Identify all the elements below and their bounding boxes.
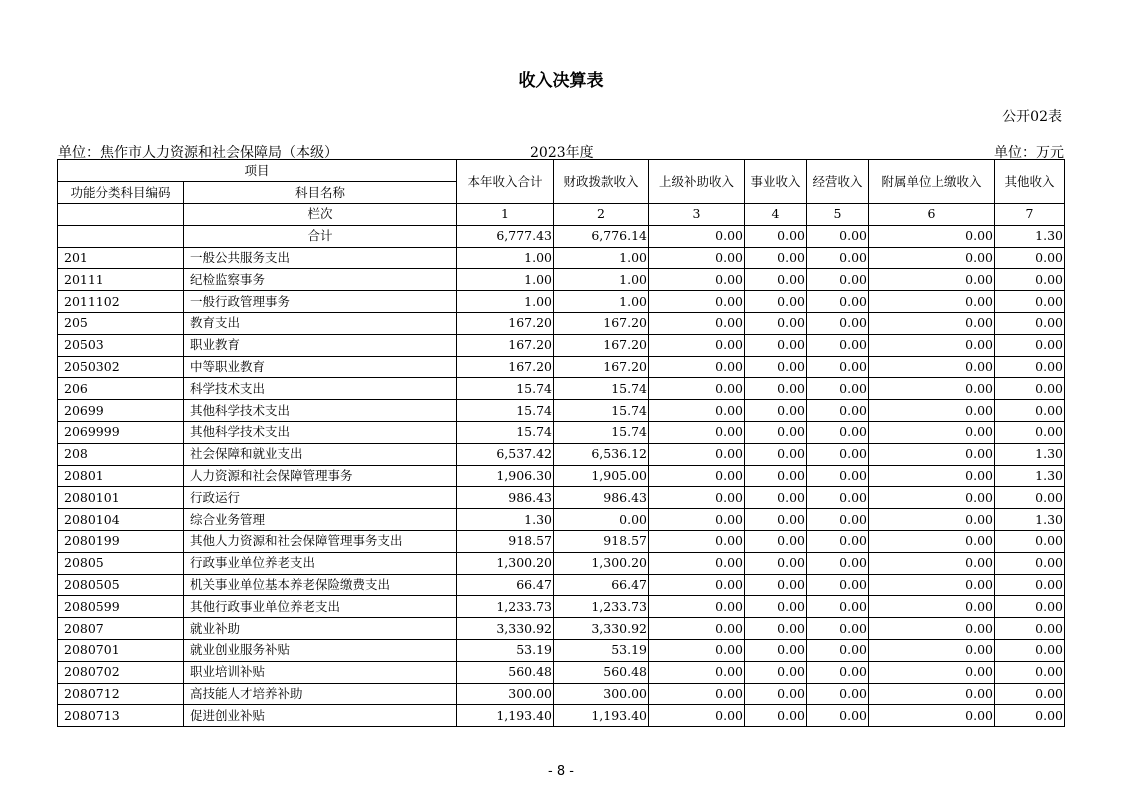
- row-code: 20503: [58, 334, 184, 356]
- row-name: 综合业务管理: [184, 509, 457, 531]
- report-year: 2023年度: [530, 145, 594, 161]
- row-value: 0.00: [869, 552, 995, 574]
- form-number: 公开02表: [1002, 109, 1062, 125]
- row-code: 20807: [58, 618, 184, 640]
- row-value: 300.00: [457, 683, 554, 705]
- row-value: 0.00: [807, 552, 869, 574]
- table-row: [58, 639, 1065, 661]
- lanci-num: 3: [649, 204, 745, 226]
- name-header: 科目名称: [184, 182, 457, 204]
- row-value: 0.00: [995, 618, 1065, 640]
- row-value: 1,193.40: [554, 705, 649, 727]
- lanci-num: 7: [995, 204, 1065, 226]
- table-row: [58, 378, 1065, 400]
- row-name: 高技能人才培养补助: [184, 683, 457, 705]
- row-value: 167.20: [554, 356, 649, 378]
- row-value: 560.48: [457, 661, 554, 683]
- row-value: 0.00: [807, 574, 869, 596]
- table-row: [58, 421, 1065, 443]
- row-value: 0.00: [995, 421, 1065, 443]
- row-code: 2080701: [58, 639, 184, 661]
- row-value: 0.00: [807, 618, 869, 640]
- row-value: 300.00: [554, 683, 649, 705]
- row-value: 0.00: [649, 530, 745, 552]
- row-value: 15.74: [554, 421, 649, 443]
- table-row: [58, 465, 1065, 487]
- empty-cell: [58, 204, 184, 226]
- row-value: 0.00: [995, 247, 1065, 269]
- row-value: 0.00: [869, 487, 995, 509]
- table-row: [58, 509, 1065, 531]
- row-value: 0.00: [995, 269, 1065, 291]
- table-row: [58, 552, 1065, 574]
- row-value: 0.00: [745, 247, 807, 269]
- row-name: 中等职业教育: [184, 356, 457, 378]
- row-value: 0.00: [649, 269, 745, 291]
- row-value: 0.00: [995, 312, 1065, 334]
- row-value: 0.00: [869, 400, 995, 422]
- row-value: 0.00: [745, 509, 807, 531]
- row-value: 0.00: [649, 574, 745, 596]
- row-value: 0.00: [649, 421, 745, 443]
- table-row: [58, 356, 1065, 378]
- row-value: 0.00: [869, 312, 995, 334]
- col-header: 财政拨款收入: [554, 160, 649, 204]
- row-value: 0.00: [649, 400, 745, 422]
- total-value: 1.30: [995, 225, 1065, 247]
- row-value: 0.00: [995, 378, 1065, 400]
- currency-unit: 单位：万元: [994, 145, 1064, 161]
- row-value: 1,300.20: [457, 552, 554, 574]
- row-value: 53.19: [457, 639, 554, 661]
- row-value: 0.00: [869, 356, 995, 378]
- row-value: 0.00: [745, 269, 807, 291]
- table-row: [58, 443, 1065, 465]
- col-header: 其他收入: [995, 160, 1065, 204]
- row-code: 2011102: [58, 291, 184, 313]
- row-name: 职业培训补贴: [184, 661, 457, 683]
- row-value: 0.00: [745, 443, 807, 465]
- row-name: 其他科学技术支出: [184, 421, 457, 443]
- row-value: 0.00: [807, 312, 869, 334]
- meta-line: [58, 142, 1064, 160]
- row-value: 3,330.92: [457, 618, 554, 640]
- row-value: 167.20: [457, 334, 554, 356]
- table-row: [58, 530, 1065, 552]
- row-value: 0.00: [807, 639, 869, 661]
- row-value: 0.00: [995, 400, 1065, 422]
- row-value: 1,905.00: [554, 465, 649, 487]
- row-name: 一般行政管理事务: [184, 291, 457, 313]
- total-label: 合计: [184, 225, 457, 247]
- row-value: 1.00: [457, 269, 554, 291]
- row-value: 1.00: [457, 291, 554, 313]
- row-value: 167.20: [457, 356, 554, 378]
- row-value: 0.00: [745, 465, 807, 487]
- row-value: 0.00: [995, 530, 1065, 552]
- row-value: 0.00: [807, 661, 869, 683]
- row-value: 0.00: [869, 443, 995, 465]
- col-header: 经营收入: [807, 160, 869, 204]
- row-value: 6,536.12: [554, 443, 649, 465]
- row-value: 0.00: [995, 356, 1065, 378]
- lanci-num: 2: [554, 204, 649, 226]
- row-value: 0.00: [995, 487, 1065, 509]
- row-value: 0.00: [745, 552, 807, 574]
- row-value: 0.00: [649, 639, 745, 661]
- row-value: 986.43: [554, 487, 649, 509]
- row-value: 0.00: [807, 443, 869, 465]
- row-value: 1.30: [995, 509, 1065, 531]
- row-value: 0.00: [869, 421, 995, 443]
- row-name: 行政运行: [184, 487, 457, 509]
- row-value: 53.19: [554, 639, 649, 661]
- row-value: 0.00: [745, 400, 807, 422]
- row-value: 0.00: [995, 639, 1065, 661]
- row-code: 2080702: [58, 661, 184, 683]
- table-row: [58, 574, 1065, 596]
- row-value: 0.00: [869, 705, 995, 727]
- row-code: 2080199: [58, 530, 184, 552]
- row-value: 0.00: [649, 683, 745, 705]
- row-code: 2080505: [58, 574, 184, 596]
- row-value: 0.00: [869, 574, 995, 596]
- row-value: 1.00: [554, 291, 649, 313]
- row-value: 0.00: [995, 661, 1065, 683]
- row-value: 0.00: [649, 552, 745, 574]
- total-value: 0.00: [649, 225, 745, 247]
- table-row: [58, 683, 1065, 705]
- row-value: 0.00: [807, 269, 869, 291]
- total-value: 6,776.14: [554, 225, 649, 247]
- row-value: 0.00: [869, 661, 995, 683]
- row-value: 0.00: [807, 465, 869, 487]
- row-name: 一般公共服务支出: [184, 247, 457, 269]
- row-value: 0.00: [807, 683, 869, 705]
- row-value: 0.00: [649, 378, 745, 400]
- row-value: 0.00: [649, 291, 745, 313]
- table-row: [58, 618, 1065, 640]
- lanci-label: 栏次: [184, 204, 457, 226]
- row-value: 0.00: [869, 334, 995, 356]
- row-name: 其他科学技术支出: [184, 400, 457, 422]
- row-value: 0.00: [745, 705, 807, 727]
- row-code: 2080101: [58, 487, 184, 509]
- row-value: 0.00: [745, 683, 807, 705]
- row-value: 0.00: [869, 530, 995, 552]
- total-value: 0.00: [869, 225, 995, 247]
- empty-cell: [58, 225, 184, 247]
- row-code: 208: [58, 443, 184, 465]
- row-value: 0.00: [745, 356, 807, 378]
- row-value: 15.74: [457, 421, 554, 443]
- row-value: 0.00: [995, 683, 1065, 705]
- row-value: 0.00: [649, 312, 745, 334]
- item-header: 项目: [58, 160, 457, 182]
- row-value: 0.00: [745, 312, 807, 334]
- table-row: [58, 487, 1065, 509]
- row-value: 0.00: [995, 291, 1065, 313]
- table-row: [58, 291, 1065, 313]
- row-value: 0.00: [869, 618, 995, 640]
- row-value: 1,233.73: [457, 596, 554, 618]
- row-value: 167.20: [554, 312, 649, 334]
- row-value: 0.00: [745, 574, 807, 596]
- col-header: 附属单位上缴收入: [869, 160, 995, 204]
- row-name: 职业教育: [184, 334, 457, 356]
- lanci-num: 1: [457, 204, 554, 226]
- row-value: 918.57: [554, 530, 649, 552]
- row-value: 0.00: [807, 247, 869, 269]
- row-value: 0.00: [745, 596, 807, 618]
- row-value: 0.00: [869, 509, 995, 531]
- row-value: 0.00: [807, 421, 869, 443]
- row-value: 0.00: [649, 247, 745, 269]
- row-value: 66.47: [554, 574, 649, 596]
- table-row: [58, 269, 1065, 291]
- org-name: 单位：焦作市人力资源和社会保障局（本级）: [58, 145, 338, 161]
- row-value: 1.00: [554, 269, 649, 291]
- total-row: [58, 225, 1065, 247]
- row-code: 20111: [58, 269, 184, 291]
- row-value: 1,906.30: [457, 465, 554, 487]
- row-value: 0.00: [649, 596, 745, 618]
- row-value: 1,193.40: [457, 705, 554, 727]
- code-header: 功能分类科目编码: [58, 182, 184, 204]
- row-value: 0.00: [807, 334, 869, 356]
- row-value: 0.00: [649, 705, 745, 727]
- row-name: 就业创业服务补贴: [184, 639, 457, 661]
- row-value: 0.00: [649, 661, 745, 683]
- row-code: 20699: [58, 400, 184, 422]
- row-code: 2050302: [58, 356, 184, 378]
- row-code: 20805: [58, 552, 184, 574]
- table-row: [58, 596, 1065, 618]
- row-value: 0.00: [649, 487, 745, 509]
- row-name: 纪检监察事务: [184, 269, 457, 291]
- lanci-num: 4: [745, 204, 807, 226]
- row-value: 0.00: [649, 443, 745, 465]
- row-code: 201: [58, 247, 184, 269]
- row-value: 560.48: [554, 661, 649, 683]
- row-value: 0.00: [995, 334, 1065, 356]
- total-value: 6,777.43: [457, 225, 554, 247]
- row-value: 1.30: [457, 509, 554, 531]
- total-value: 0.00: [807, 225, 869, 247]
- table-row: [58, 334, 1065, 356]
- row-value: 0.00: [995, 596, 1065, 618]
- row-code: 20801: [58, 465, 184, 487]
- row-name: 促进创业补贴: [184, 705, 457, 727]
- page-title: 收入决算表: [518, 71, 604, 91]
- row-value: 0.00: [807, 596, 869, 618]
- row-value: 0.00: [995, 574, 1065, 596]
- row-code: 2080104: [58, 509, 184, 531]
- row-name: 机关事业单位基本养老保险缴费支出: [184, 574, 457, 596]
- col-header: 上级补助收入: [649, 160, 745, 204]
- row-value: 167.20: [457, 312, 554, 334]
- row-value: 1,300.20: [554, 552, 649, 574]
- total-value: 0.00: [745, 225, 807, 247]
- table-row: [58, 247, 1065, 269]
- row-value: 0.00: [745, 530, 807, 552]
- table-row: [58, 661, 1065, 683]
- row-code: 2080599: [58, 596, 184, 618]
- row-code: 205: [58, 312, 184, 334]
- row-value: 0.00: [649, 509, 745, 531]
- row-code: 206: [58, 378, 184, 400]
- col-header: 事业收入: [745, 160, 807, 204]
- row-value: 0.00: [745, 334, 807, 356]
- row-name: 社会保障和就业支出: [184, 443, 457, 465]
- row-value: 15.74: [554, 400, 649, 422]
- row-value: 0.00: [745, 421, 807, 443]
- row-value: 0.00: [869, 247, 995, 269]
- row-value: 0.00: [745, 291, 807, 313]
- table-row: [58, 400, 1065, 422]
- row-value: 0.00: [869, 596, 995, 618]
- row-name: 人力资源和社会保障管理事务: [184, 465, 457, 487]
- row-value: 0.00: [807, 356, 869, 378]
- row-value: 0.00: [869, 269, 995, 291]
- row-value: 0.00: [995, 705, 1065, 727]
- table-row: [58, 312, 1065, 334]
- row-value: 0.00: [649, 465, 745, 487]
- income-table: [57, 159, 1065, 727]
- row-value: 6,537.42: [457, 443, 554, 465]
- row-value: 0.00: [745, 487, 807, 509]
- row-value: 0.00: [745, 618, 807, 640]
- row-code: 2080712: [58, 683, 184, 705]
- row-value: 0.00: [807, 530, 869, 552]
- lanci-row: [58, 204, 1065, 226]
- row-value: 0.00: [649, 356, 745, 378]
- row-value: 986.43: [457, 487, 554, 509]
- row-value: 1.30: [995, 443, 1065, 465]
- row-value: 0.00: [807, 509, 869, 531]
- row-value: 0.00: [807, 487, 869, 509]
- row-value: 1.30: [995, 465, 1065, 487]
- col-header: 本年收入合计: [457, 160, 554, 204]
- lanci-num: 6: [869, 204, 995, 226]
- row-value: 918.57: [457, 530, 554, 552]
- row-name: 其他行政事业单位养老支出: [184, 596, 457, 618]
- row-name: 教育支出: [184, 312, 457, 334]
- row-value: 0.00: [807, 400, 869, 422]
- row-value: 0.00: [869, 378, 995, 400]
- row-name: 其他人力资源和社会保障管理事务支出: [184, 530, 457, 552]
- row-value: 15.74: [554, 378, 649, 400]
- row-value: 15.74: [457, 378, 554, 400]
- table-row: [58, 705, 1065, 727]
- row-value: 0.00: [807, 291, 869, 313]
- row-name: 行政事业单位养老支出: [184, 552, 457, 574]
- row-value: 1.00: [457, 247, 554, 269]
- row-name: 科学技术支出: [184, 378, 457, 400]
- row-value: 0.00: [554, 509, 649, 531]
- row-value: 0.00: [869, 683, 995, 705]
- row-value: 3,330.92: [554, 618, 649, 640]
- row-value: 0.00: [869, 639, 995, 661]
- row-value: 0.00: [807, 705, 869, 727]
- row-value: 1.00: [554, 247, 649, 269]
- row-value: 0.00: [649, 618, 745, 640]
- page-number: - 8 -: [548, 764, 574, 779]
- row-value: 0.00: [995, 552, 1065, 574]
- row-value: 66.47: [457, 574, 554, 596]
- row-value: 0.00: [745, 661, 807, 683]
- row-value: 1,233.73: [554, 596, 649, 618]
- row-value: 167.20: [554, 334, 649, 356]
- row-name: 就业补助: [184, 618, 457, 640]
- row-value: 0.00: [745, 378, 807, 400]
- row-value: 0.00: [869, 291, 995, 313]
- row-value: 0.00: [745, 639, 807, 661]
- row-value: 0.00: [807, 378, 869, 400]
- row-value: 0.00: [869, 465, 995, 487]
- row-value: 0.00: [649, 334, 745, 356]
- row-value: 15.74: [457, 400, 554, 422]
- row-code: 2080713: [58, 705, 184, 727]
- row-code: 2069999: [58, 421, 184, 443]
- lanci-num: 5: [807, 204, 869, 226]
